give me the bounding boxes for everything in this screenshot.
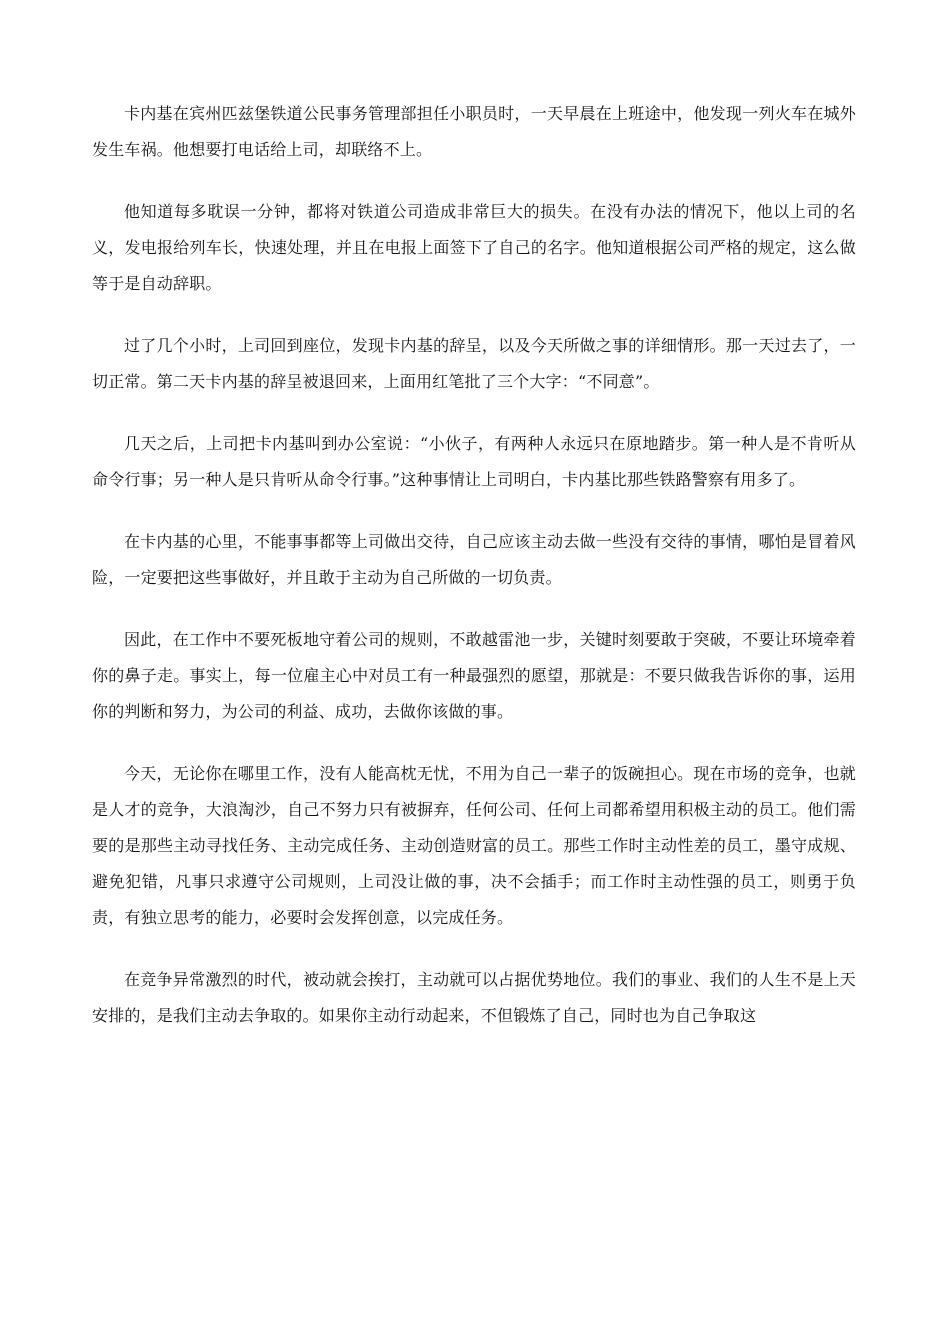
paragraph: 过了几个小时，上司回到座位，发现卡内基的辞呈，以及今天所做之事的详细情形。那一天过去了，一切正常。第二天卡内基的辞呈被退回来，上面用红笔批了三个大字：“不同意”。 bbox=[92, 336, 856, 391]
document-body bbox=[92, 96, 856, 1060]
paragraph: 他知道每多耽误一分钟，都将对铁道公司造成非常巨大的损失。在没有办法的情况下，他以上司的名义，发电报给列车长，快速处理，并且在电报上面签下了自己的名字。他知道根据公司严格的规定，这么做等于是自动辞职。 bbox=[92, 202, 856, 293]
paragraph: 因此，在工作中不要死板地守着公司的规则，不敢越雷池一步，关键时刻要敢于突破，不要让环境牵着你的鼻子走。事实上，每一位雇主心中对员工有一种最强烈的愿望，那就是：不要只做我告诉你的事，运用你的判断和努力，为公司的利益、成功，去做你该做的事。 bbox=[92, 630, 856, 721]
paragraph: 几天之后，上司把卡内基叫到办公室说：“小伙子，有两种人永远只在原地踏步。第一种人是不肯听从命令行事；另一种人是只肯听从命令行事。”这种事情让上司明白，卡内基比那些铁路警察有用多了。 bbox=[92, 434, 856, 489]
paragraph: 卡内基在宾州匹兹堡铁道公民事务管理部担任小职员时，一天早晨在上班途中，他发现一列火车在城外发生车祸。他想要打电话给上司，却联络不上。 bbox=[92, 104, 856, 159]
paragraph: 今天，无论你在哪里工作，没有人能高枕无忧，不用为自己一辈子的饭碗担心。现在市场的竞争，也就是人才的竞争，大浪淘沙，自己不努力只有被摒弃，任何公司、任何上司都希望用积极主动的员工。他们需要的是那些主动寻找任务、主动完成任务、主动创造财富的员工。那些工作时主动性差的员工，墨守成规、避免犯错，凡事只求遵守公司规则，上司没让做的事，决不会插手；而工作时主动性强的员工，则勇于负责，有独立思考的能力，必要时会发挥创意，以完成任务。 bbox=[92, 764, 856, 927]
paragraph: 在竞争异常激烈的时代，被动就会挨打，主动就可以占据优势地位。我们的事业、我们的人生不是上天安排的，是我们主动去争取的。如果你主动行动起来，不但锻炼了自己，同时也为自己争取这 bbox=[92, 970, 856, 1025]
paragraph: 在卡内基的心里，不能事事都等上司做出交待，自己应该主动去做一些没有交待的事情，哪怕是冒着风险，一定要把这些事做好，并且敢于主动为自己所做的一切负责。 bbox=[92, 532, 856, 587]
